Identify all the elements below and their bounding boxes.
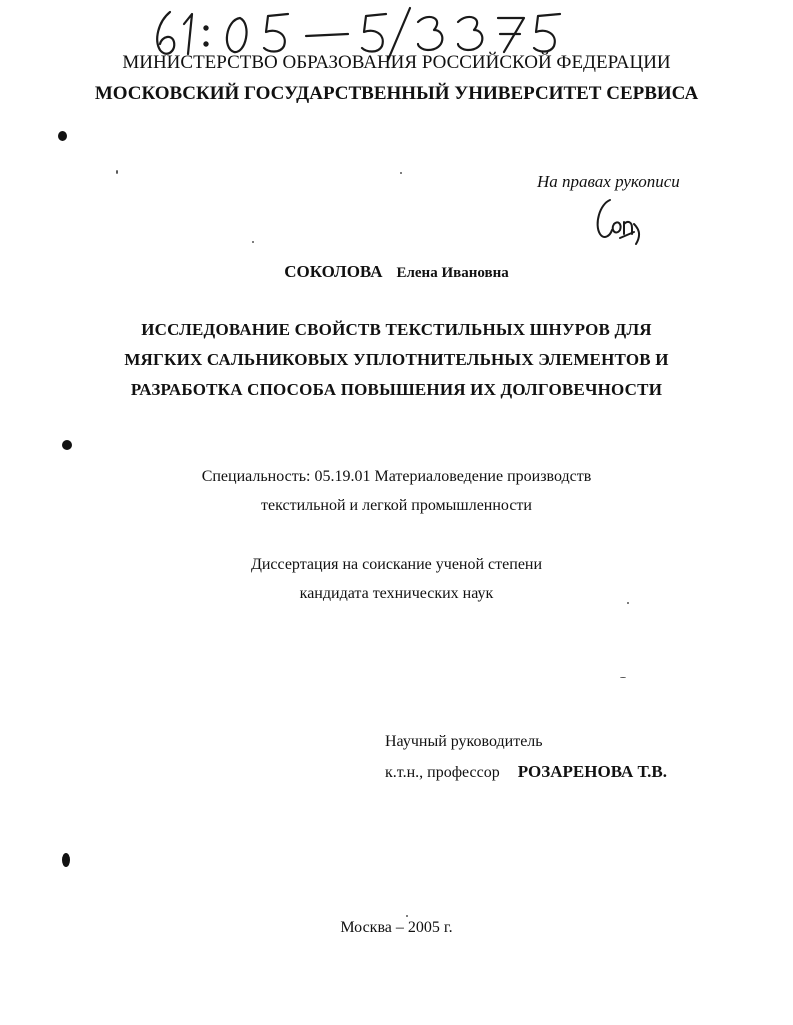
scan-speck [252, 241, 254, 243]
dissertation-title-line-1: ИССЛЕДОВАНИЕ СВОЙСТВ ТЕКСТИЛЬНЫХ ШНУРОВ ДЛЯ [141, 320, 652, 339]
advisor-line [385, 762, 667, 782]
ministry-heading: МИНИСТЕРСТВО ОБРАЗОВАНИЯ РОССИЙСКОЙ ФЕДЕРАЦИИ [122, 52, 671, 73]
dissertation-title-line-3: РАЗРАБОТКА СПОСОБА ПОВЫШЕНИЯ ИХ ДОЛГОВЕЧНОСТИ [130, 380, 663, 399]
dissertation-degree-line-2: кандидата технических наук [299, 585, 494, 602]
dissertation-degree-line-1: Диссертация на соискание ученой степени [250, 556, 543, 573]
author-given-names: Елена Ивановна [396, 265, 509, 281]
dissertation-title-line-2: МЯГКИХ САЛЬНИКОВЫХ УПЛОТНИТЕЛЬНЫХ ЭЛЕМЕНТОВ И [124, 350, 669, 369]
city-year: Москва – 2005 г. [340, 919, 453, 936]
manuscript-rights-note: На правах рукописи [537, 172, 680, 191]
scan-speck [627, 602, 629, 604]
scan-speck [620, 677, 626, 678]
binding-hole-mark [62, 853, 70, 867]
binding-hole-mark [58, 131, 67, 141]
specialty-line-1: Специальность: 05.19.01 Материаловедение производств [201, 468, 592, 485]
scan-speck [406, 915, 408, 917]
author-name [0, 262, 793, 282]
specialty-line-2: текстильной и легкой промышленности [261, 497, 532, 514]
advisor-credentials: к.т.н., профессор [385, 764, 500, 781]
binding-hole-mark [62, 440, 72, 450]
advisor-name: РОЗАРЕНОВА Т.В. [517, 762, 667, 781]
university-heading: МОСКОВСКИЙ ГОСУДАРСТВЕННЫЙ УНИВЕРСИТЕТ СЕРВИСА [94, 83, 699, 104]
scan-speck [400, 172, 402, 174]
author-surname: СОКОЛОВА [284, 262, 383, 281]
signature [592, 194, 652, 258]
scan-speck [116, 170, 118, 174]
advisor-label: Научный руководитель [385, 733, 543, 750]
